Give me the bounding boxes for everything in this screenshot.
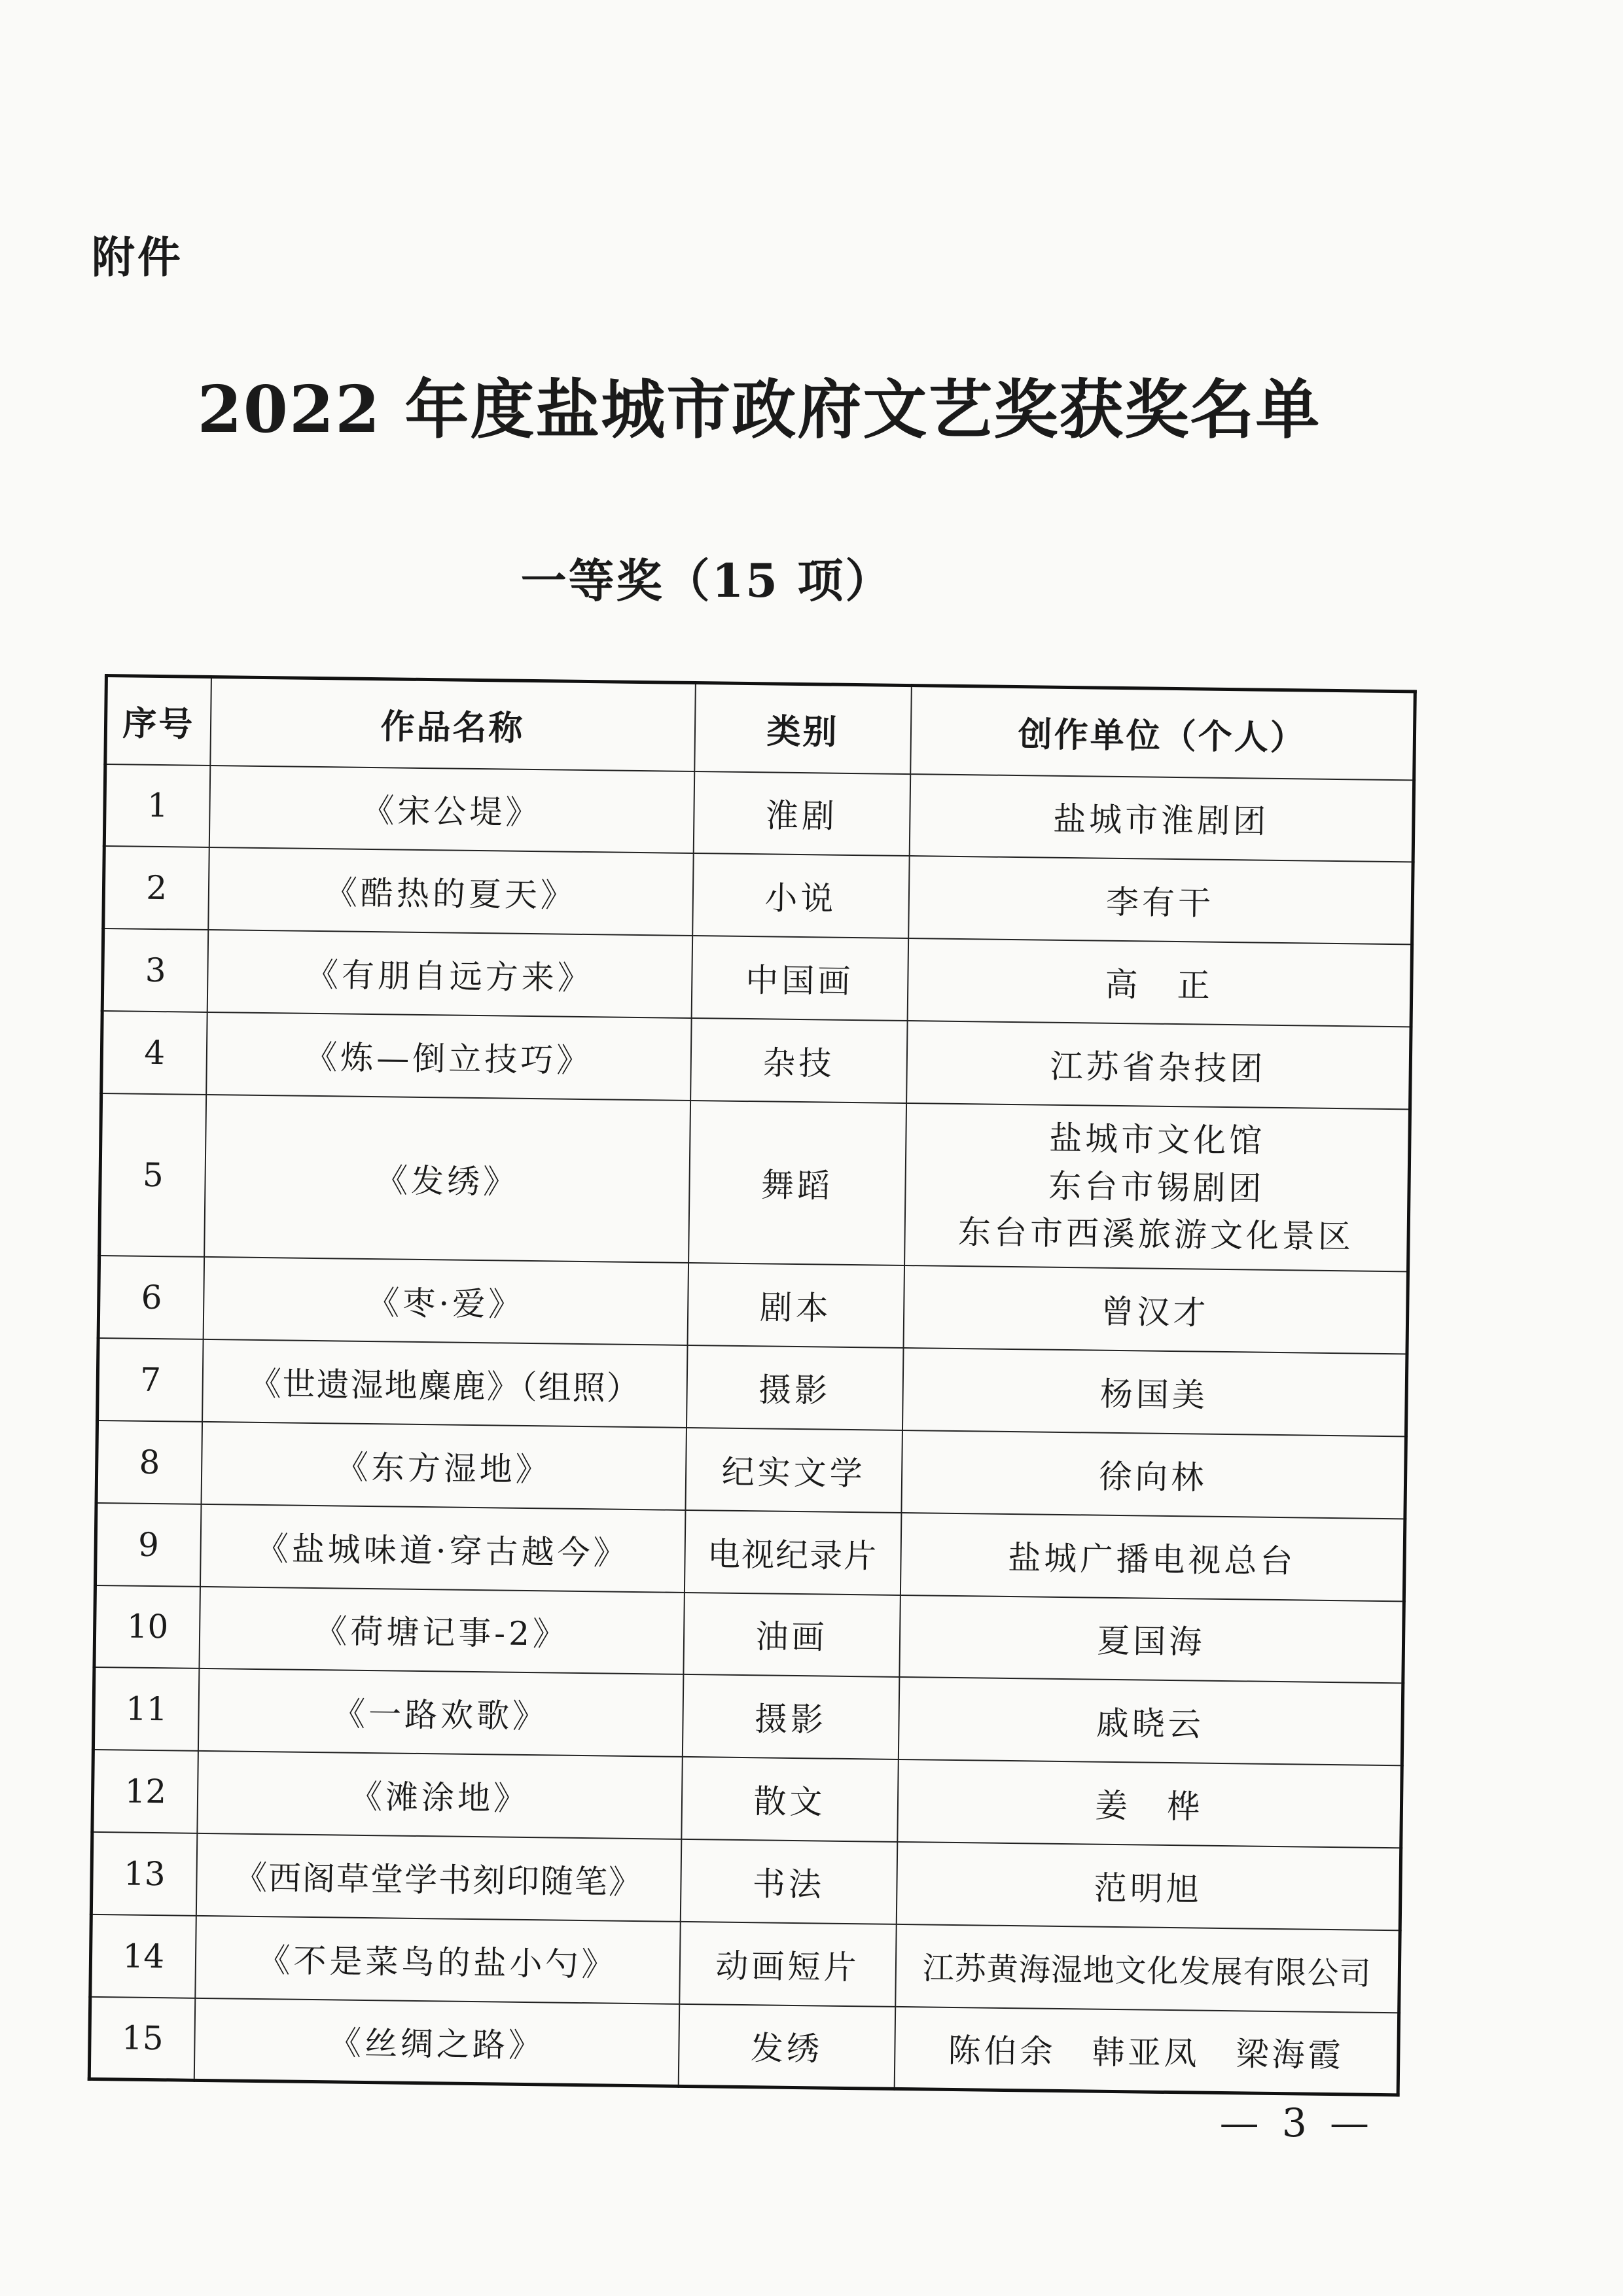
column-header: 序号 — [105, 676, 211, 766]
work-title: 《东方湿地》 — [201, 1422, 686, 1510]
table-row — [98, 1256, 1408, 1354]
work-title: 《一路欢歌》 — [198, 1669, 683, 1757]
work-category: 剧本 — [687, 1263, 904, 1348]
creator: 范明旭 — [896, 1842, 1400, 1930]
row-index: 10 — [94, 1585, 200, 1669]
creator: 江苏省杂技团 — [906, 1021, 1411, 1109]
document-title: 2022 年度盐城市政府文艺奖获奖名单 — [197, 372, 1321, 448]
work-title: 《世遗湿地麋鹿》（组照） — [202, 1339, 687, 1428]
creator: 徐向林 — [901, 1430, 1406, 1519]
table-row — [90, 1915, 1400, 2013]
work-title: 《有朋自远方来》 — [207, 930, 692, 1018]
work-category: 舞蹈 — [688, 1101, 906, 1266]
row-index: 6 — [98, 1256, 204, 1339]
column-header: 类别 — [694, 683, 912, 774]
creator-line: 东台市西溪旅游文化景区 — [957, 1213, 1355, 1256]
row-index: 7 — [98, 1338, 204, 1422]
annex-label: 附件 — [92, 232, 183, 283]
row-index: 3 — [102, 928, 208, 1012]
section-title: 一等奖（15 项） — [520, 554, 893, 608]
column-header: 创作单位（个人） — [910, 686, 1416, 780]
table-row — [98, 1338, 1407, 1436]
work-category: 小说 — [692, 853, 910, 938]
work-title: 《荷塘记事-2》 — [199, 1586, 684, 1674]
table-row — [94, 1585, 1404, 1684]
table-row — [93, 1667, 1402, 1765]
row-index: 1 — [104, 764, 210, 848]
creator: 江苏黄海湿地文化发展有限公司 — [895, 1924, 1400, 2013]
row-index: 8 — [96, 1421, 202, 1504]
work-title: 《盐城味道·穿古越今》 — [200, 1504, 685, 1593]
work-category: 电视纪录片 — [684, 1510, 901, 1595]
work-title: 《炼—倒立技巧》 — [206, 1012, 691, 1101]
table-header-row — [105, 676, 1416, 780]
work-category: 摄影 — [686, 1345, 903, 1430]
work-title: 《发绣》 — [204, 1095, 690, 1263]
work-category: 杂技 — [690, 1018, 908, 1103]
award-table — [88, 674, 1417, 2096]
table-row — [91, 1832, 1400, 1930]
table-row — [104, 764, 1414, 862]
row-index: 15 — [89, 1997, 195, 2081]
work-category: 动画短片 — [679, 1922, 897, 2007]
work-title: 《枣·爱》 — [203, 1257, 688, 1345]
creator: 李有干 — [908, 856, 1413, 944]
creator: 盐城市淮剧团 — [909, 774, 1414, 862]
table-row — [103, 846, 1413, 944]
table-row — [89, 1997, 1399, 2095]
creator: 夏国海 — [899, 1595, 1404, 1684]
table-row — [96, 1421, 1406, 1519]
row-index: 9 — [95, 1503, 201, 1587]
table-row — [101, 1011, 1411, 1109]
creator: 姜 桦 — [897, 1759, 1402, 1848]
work-title: 《滩涂地》 — [197, 1751, 682, 1839]
creator-line: 盐城市文化馆 — [1048, 1119, 1266, 1160]
table-row — [95, 1503, 1404, 1601]
award-table-container — [88, 674, 1414, 2096]
work-title: 《不是菜鸟的盐小勺》 — [195, 1916, 680, 2004]
creator: 陈伯余 韩亚凤 梁海霞 — [894, 2007, 1399, 2095]
table-row — [92, 1750, 1402, 1848]
row-index: 12 — [92, 1750, 198, 1833]
work-title: 《西阁草堂学书刻印随笔》 — [196, 1833, 681, 1922]
creator: 杨国美 — [902, 1348, 1406, 1436]
work-category: 书法 — [680, 1839, 897, 1924]
work-category: 发绣 — [678, 2004, 895, 2089]
work-title: 《酷热的夏天》 — [208, 847, 693, 936]
column-header: 作品名称 — [210, 677, 696, 771]
creator: 高 正 — [907, 938, 1412, 1027]
work-title: 《宋公堤》 — [209, 765, 694, 853]
work-category: 淮剧 — [693, 771, 910, 857]
table-row — [99, 1093, 1410, 1272]
creator — [904, 1103, 1410, 1272]
work-category: 摄影 — [682, 1674, 899, 1759]
row-index: 4 — [101, 1011, 207, 1095]
work-category: 散文 — [681, 1757, 899, 1842]
row-index: 11 — [93, 1667, 199, 1751]
creator: 曾汉才 — [903, 1265, 1408, 1354]
work-category: 纪实文学 — [685, 1428, 902, 1513]
table-row — [102, 928, 1412, 1027]
creator-line: 东台市锡剧团 — [1048, 1167, 1265, 1208]
creator: 盐城广播电视总台 — [900, 1513, 1404, 1601]
row-index: 2 — [103, 846, 209, 930]
row-index: 5 — [99, 1093, 206, 1258]
work-title: 《丝绸之路》 — [194, 1998, 679, 2086]
work-category: 油画 — [683, 1593, 901, 1678]
row-index: 13 — [91, 1832, 197, 1916]
creator: 戚晓云 — [898, 1677, 1402, 1765]
row-index: 14 — [90, 1915, 196, 1998]
page-number: — 3 — — [1219, 2100, 1374, 2146]
work-category: 中国画 — [691, 936, 908, 1021]
